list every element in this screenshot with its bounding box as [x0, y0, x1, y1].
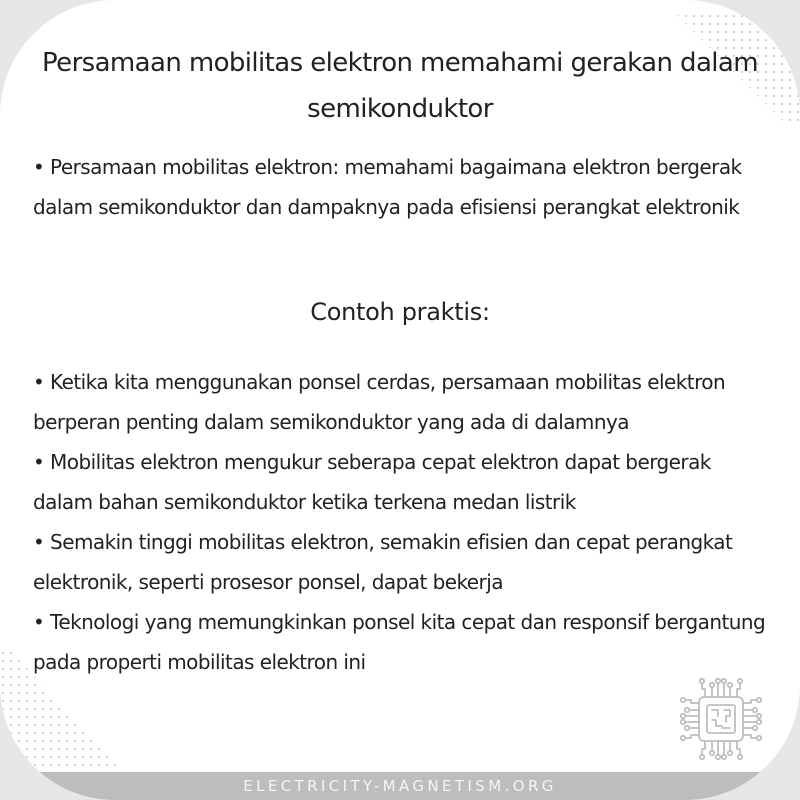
page-title: Persamaan mobilitas elektron memahami gerakan dalam semikonduktor	[42, 48, 758, 124]
list-item: • Teknologi yang memungkinkan ponsel kita cepat dan responsif bergantung pada properti mobilitas elektron ini	[33, 610, 766, 674]
section-heading: Contoh praktis:	[310, 298, 490, 326]
list-item: • Mobilitas elektron mengukur seberapa cepat elektron dapat bergerak dalam bahan semikonduktor ketika terkena medan listrik	[33, 450, 711, 514]
list-item: • Ketika kita menggunakan ponsel cerdas, persamaan mobilitas elektron berperan penting dalam semikonduktor yang ada di dalamnya	[33, 370, 726, 434]
footer-site-name: ELECTRICITY-MAGNETISM.ORG	[0, 772, 800, 800]
microchip-icon	[676, 674, 766, 764]
list-item: • Semakin tinggi mobilitas elektron, semakin efisien dan cepat perangkat elektronik, seperti prosesor ponsel, dapat bekerja	[33, 530, 733, 594]
intro-bullet: • Persamaan mobilitas elektron: memahami bagaimana elektron bergerak dalam semikonduktor dan dampaknya pada efisiensi perangkat elektronik	[33, 155, 742, 219]
example-list	[33, 362, 773, 682]
